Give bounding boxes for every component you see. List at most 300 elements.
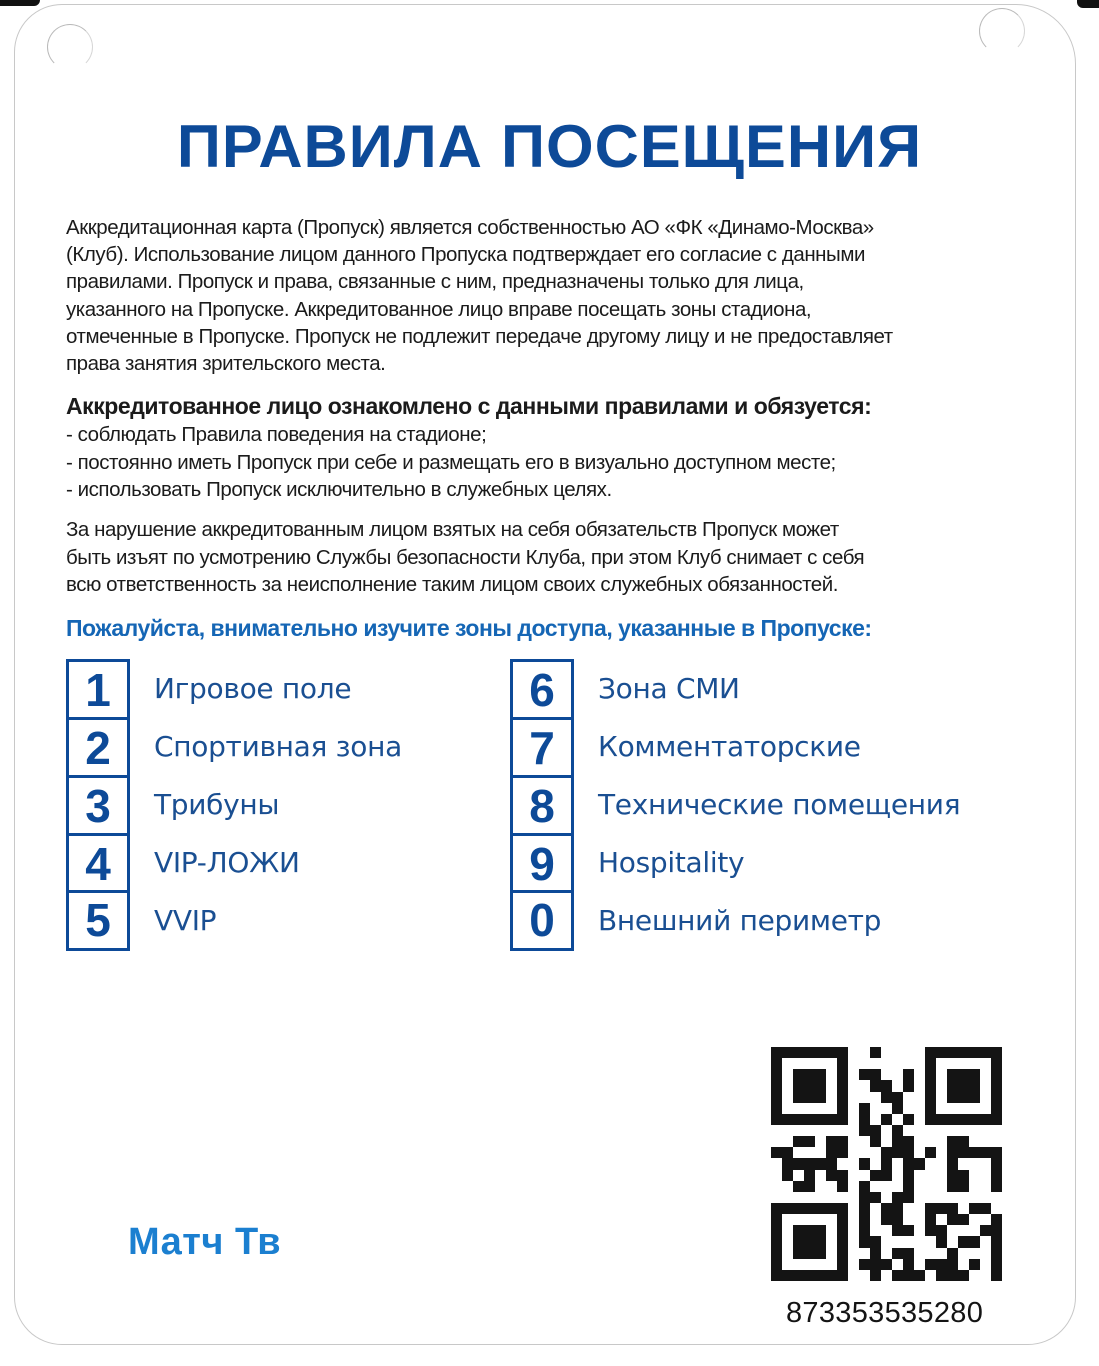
qr-module [914,1225,925,1236]
qr-module [980,1236,991,1247]
qr-module [881,1214,892,1225]
qr-module [870,1236,881,1247]
qr-module [936,1259,947,1270]
qr-module [771,1103,782,1114]
qr-module [892,1058,903,1069]
qr-module [826,1114,837,1125]
qr-module [815,1047,826,1058]
qr-module [826,1248,837,1259]
qr-module [936,1270,947,1281]
qr-module [793,1181,804,1192]
qr-module [848,1125,859,1136]
qr-module [837,1170,848,1181]
qr-module [903,1236,914,1247]
qr-module [903,1080,914,1091]
qr-module [914,1103,925,1114]
qr-module [881,1170,892,1181]
qr-module [782,1092,793,1103]
lanyard-hole-right-icon [979,8,1025,54]
zone-number-box: 6 [510,659,574,717]
qr-module [947,1047,958,1058]
qr-module [914,1080,925,1091]
page-title: ПРАВИЛА ПОСЕЩЕНИЯ [176,113,923,180]
qr-module [969,1058,980,1069]
qr-module [936,1047,947,1058]
qr-module [969,1192,980,1203]
qr-module [848,1248,859,1259]
qr-module [947,1203,958,1214]
qr-module [892,1236,903,1247]
qr-module [771,1170,782,1181]
qr-module [892,1181,903,1192]
qr-module [859,1103,870,1114]
qr-module [804,1259,815,1270]
qr-module [815,1248,826,1259]
qr-module [958,1192,969,1203]
qr-module [848,1080,859,1091]
qr-module [826,1103,837,1114]
qr-module [826,1203,837,1214]
qr-module [804,1236,815,1247]
qr-module [804,1147,815,1158]
qr-module [859,1214,870,1225]
qr-module [903,1259,914,1270]
qr-module [925,1147,936,1158]
qr-module [771,1147,782,1158]
qr-module [980,1225,991,1236]
qr-module [782,1170,793,1181]
qr-module [815,1092,826,1103]
qr-module [859,1170,870,1181]
qr-module [837,1147,848,1158]
intro-line: (Клуб). Использование лицом данного Пропуска подтверждает его согласие с данными [66,243,865,267]
qr-module [881,1069,892,1080]
qr-module [958,1248,969,1259]
qr-module [837,1181,848,1192]
qr-module [969,1136,980,1147]
intro-paragraph [66,214,1041,377]
qr-module [903,1047,914,1058]
qr-module [980,1248,991,1259]
qr-module [969,1158,980,1169]
qr-module [903,1203,914,1214]
qr-module [881,1192,892,1203]
qr-module [925,1158,936,1169]
zone-number-box: 7 [510,717,574,775]
qr-module [826,1259,837,1270]
scan-edge-left [0,0,40,6]
qr-module [793,1203,804,1214]
qr-module [782,1225,793,1236]
qr-module [969,1125,980,1136]
qr-module [936,1203,947,1214]
qr-module [793,1136,804,1147]
qr-module [782,1181,793,1192]
qr-module [914,1136,925,1147]
qr-module [793,1270,804,1281]
qr-module [837,1248,848,1259]
zone-label: Трибуны [154,787,280,821]
qr-module [969,1103,980,1114]
qr-module [914,1181,925,1192]
lanyard-hole-left-icon [47,24,93,70]
qr-module [782,1270,793,1281]
qr-module [947,1114,958,1125]
qr-module [947,1080,958,1091]
qr-module [991,1158,1002,1169]
qr-module [892,1270,903,1281]
qr-module [782,1147,793,1158]
qr-module [793,1092,804,1103]
qr-module [826,1069,837,1080]
qr-module [848,1147,859,1158]
qr-module [991,1225,1002,1236]
qr-module [782,1136,793,1147]
qr-module [903,1114,914,1125]
qr-module [903,1136,914,1147]
qr-module [903,1170,914,1181]
qr-module [958,1058,969,1069]
qr-module [947,1136,958,1147]
qr-module [969,1214,980,1225]
zone-label: VIP-ЛОЖИ [154,845,300,879]
qr-module [826,1214,837,1225]
qr-module [870,1259,881,1270]
qr-module [947,1214,958,1225]
qr-module [947,1058,958,1069]
qr-module [782,1069,793,1080]
qr-module [815,1214,826,1225]
qr-module [914,1047,925,1058]
qr-module [925,1125,936,1136]
qr-module [881,1181,892,1192]
qr-module [991,1103,1002,1114]
qr-module [837,1058,848,1069]
qr-module [881,1236,892,1247]
qr-module [947,1147,958,1158]
qr-module [903,1192,914,1203]
qr-module [947,1103,958,1114]
qr-module [914,1270,925,1281]
qr-module [936,1125,947,1136]
qr-module [837,1136,848,1147]
qr-module [881,1080,892,1091]
qr-module [859,1158,870,1169]
intro-line: отмеченные в Пропуске. Пропуск не подлежит передаче другому лицу и не предоставляет [66,324,893,348]
qr-module [892,1248,903,1259]
qr-module [837,1192,848,1203]
qr-module [925,1225,936,1236]
qr-module [980,1092,991,1103]
qr-module [947,1125,958,1136]
qr-module [782,1248,793,1259]
qr-module [958,1125,969,1136]
qr-module [782,1214,793,1225]
qr-module [848,1270,859,1281]
qr-module [815,1158,826,1169]
qr-module [826,1270,837,1281]
qr-module [804,1158,815,1169]
qr-module [925,1248,936,1259]
qr-module [771,1047,782,1058]
qr-module [804,1069,815,1080]
qr-module [958,1047,969,1058]
qr-module [771,1125,782,1136]
qr-module [991,1047,1002,1058]
qr-module [771,1058,782,1069]
qr-module [881,1147,892,1158]
qr-module [815,1058,826,1069]
qr-module [881,1092,892,1103]
qr-module [947,1248,958,1259]
qr-module [925,1136,936,1147]
qr-module [782,1058,793,1069]
qr-module [980,1203,991,1214]
qr-module [881,1058,892,1069]
zones-heading: Пожалуйста, внимательно изучите зоны доступа, указанные в Пропуске: [66,615,872,641]
qr-module [947,1259,958,1270]
qr-module [859,1248,870,1259]
qr-module [815,1080,826,1091]
qr-module [892,1092,903,1103]
qr-module [969,1259,980,1270]
qr-module [947,1069,958,1080]
qr-module [903,1158,914,1169]
qr-module [980,1214,991,1225]
qr-module [848,1092,859,1103]
qr-module [826,1058,837,1069]
qr-module [793,1058,804,1069]
qr-module [771,1214,782,1225]
qr-module [892,1192,903,1203]
qr-module [892,1103,903,1114]
zone-item [66,659,402,717]
qr-module [991,1259,1002,1270]
qr-module [793,1125,804,1136]
qr-module [903,1058,914,1069]
zone-item [510,659,960,717]
obligation-item: - постоянно иметь Пропуск при себе и размещать его в визуально доступном месте; [66,450,836,474]
qr-module [892,1259,903,1270]
qr-module [870,1147,881,1158]
qr-module [870,1080,881,1091]
qr-module [782,1080,793,1091]
qr-module [881,1103,892,1114]
qr-module [771,1192,782,1203]
qr-module [815,1259,826,1270]
qr-module [958,1225,969,1236]
qr-module [958,1147,969,1158]
qr-module [793,1192,804,1203]
qr-module [969,1147,980,1158]
zone-item [510,717,960,775]
qr-module [969,1114,980,1125]
qr-module [892,1158,903,1169]
qr-module [870,1125,881,1136]
qr-module [848,1114,859,1125]
qr-module [782,1103,793,1114]
qr-module [826,1080,837,1091]
qr-module [859,1203,870,1214]
qr-module [958,1181,969,1192]
qr-module [914,1092,925,1103]
qr-module [804,1248,815,1259]
qr-module [848,1158,859,1169]
qr-module [969,1069,980,1080]
qr-module [936,1058,947,1069]
qr-module [881,1225,892,1236]
qr-module [782,1047,793,1058]
qr-module [980,1114,991,1125]
qr-module [903,1248,914,1259]
qr-module [969,1203,980,1214]
qr-module [771,1181,782,1192]
qr-module [848,1170,859,1181]
qr-module [815,1270,826,1281]
qr-module [848,1103,859,1114]
qr-module [793,1114,804,1125]
qr-module [793,1225,804,1236]
zone-number-box: 2 [66,717,130,775]
qr-module [991,1192,1002,1203]
qr-module [892,1170,903,1181]
qr-module [936,1236,947,1247]
qr-module [793,1214,804,1225]
qr-module [859,1080,870,1091]
qr-module [815,1181,826,1192]
qr-module [848,1192,859,1203]
obligation-item: - использовать Пропуск исключительно в служебных целях. [66,478,612,501]
qr-module [980,1147,991,1158]
qr-module [837,1069,848,1080]
zone-number-box: 1 [66,659,130,717]
qr-module [892,1069,903,1080]
qr-module [925,1092,936,1103]
qr-module [980,1103,991,1114]
qr-module [980,1181,991,1192]
qr-module [969,1270,980,1281]
intro-line: Аккредитационная карта (Пропуск) является собственностью АО «ФК «Динамо-Москва» [66,216,874,239]
zone-item [66,833,402,891]
qr-module [848,1136,859,1147]
qr-module [859,1136,870,1147]
qr-module [947,1181,958,1192]
qr-module [870,1103,881,1114]
qr-module [969,1181,980,1192]
zone-label: Hospitality [598,845,745,879]
qr-module [892,1147,903,1158]
qr-module [870,1170,881,1181]
qr-module [925,1170,936,1181]
qr-module [991,1170,1002,1181]
qr-module [947,1225,958,1236]
intro-line: правилами. Пропуск и права, связанные с ним, предназначены только для лица, [66,270,804,294]
zone-label: VVIP [154,903,217,937]
zone-item [66,775,402,833]
qr-module [771,1248,782,1259]
qr-module [837,1214,848,1225]
violation-line: быть изъят по усмотрению Службы безопасности Клуба, при этом Клуб снимает с себя [66,545,865,569]
qr-module [826,1092,837,1103]
qr-module [870,1158,881,1169]
qr-module [771,1080,782,1091]
qr-module [881,1125,892,1136]
qr-module [859,1058,870,1069]
qr-module [980,1259,991,1270]
qr-module [903,1181,914,1192]
qr-module [936,1069,947,1080]
intro-line: права занятия зрительского места. [66,352,386,376]
qr-module [925,1214,936,1225]
qr-module [815,1125,826,1136]
qr-module [804,1047,815,1058]
qr-module [991,1092,1002,1103]
qr-module [903,1147,914,1158]
qr-module [804,1181,815,1192]
qr-module [793,1236,804,1247]
qr-module [914,1259,925,1270]
qr-module [771,1136,782,1147]
qr-module [804,1103,815,1114]
qr-module [991,1114,1002,1125]
qr-module [969,1047,980,1058]
qr-module [958,1114,969,1125]
qr-module [859,1047,870,1058]
qr-module [815,1203,826,1214]
qr-module [903,1270,914,1281]
qr-module [815,1114,826,1125]
qr-module [958,1136,969,1147]
zone-item [510,833,960,891]
zone-number-box: 0 [510,890,574,951]
qr-module [881,1136,892,1147]
qr-module [969,1225,980,1236]
qr-module [958,1236,969,1247]
qr-module [848,1259,859,1270]
qr-module [925,1181,936,1192]
qr-module [826,1236,837,1247]
qr-module [771,1092,782,1103]
qr-module [980,1192,991,1203]
qr-module [991,1236,1002,1247]
qr-module [859,1236,870,1247]
qr-module [804,1114,815,1125]
qr-module [771,1158,782,1169]
qr-module [859,1069,870,1080]
qr-module [815,1236,826,1247]
qr-module [980,1125,991,1136]
qr-module [804,1080,815,1091]
qr-module [804,1092,815,1103]
qr-module [870,1192,881,1203]
qr-module [793,1069,804,1080]
qr-module [925,1058,936,1069]
qr-module [793,1259,804,1270]
qr-module [958,1103,969,1114]
qr-module [826,1158,837,1169]
zone-number-box: 5 [66,890,130,951]
qr-module [914,1125,925,1136]
obligations-heading: Аккредитованное лицо ознакомлено с данными правилами и обязуется: [66,393,872,419]
qr-module [936,1147,947,1158]
qr-module [870,1203,881,1214]
qr-module [914,1248,925,1259]
qr-module [936,1080,947,1091]
qr-module [991,1181,1002,1192]
qr-module [804,1270,815,1281]
qr-module [914,1114,925,1125]
qr-module [771,1259,782,1270]
